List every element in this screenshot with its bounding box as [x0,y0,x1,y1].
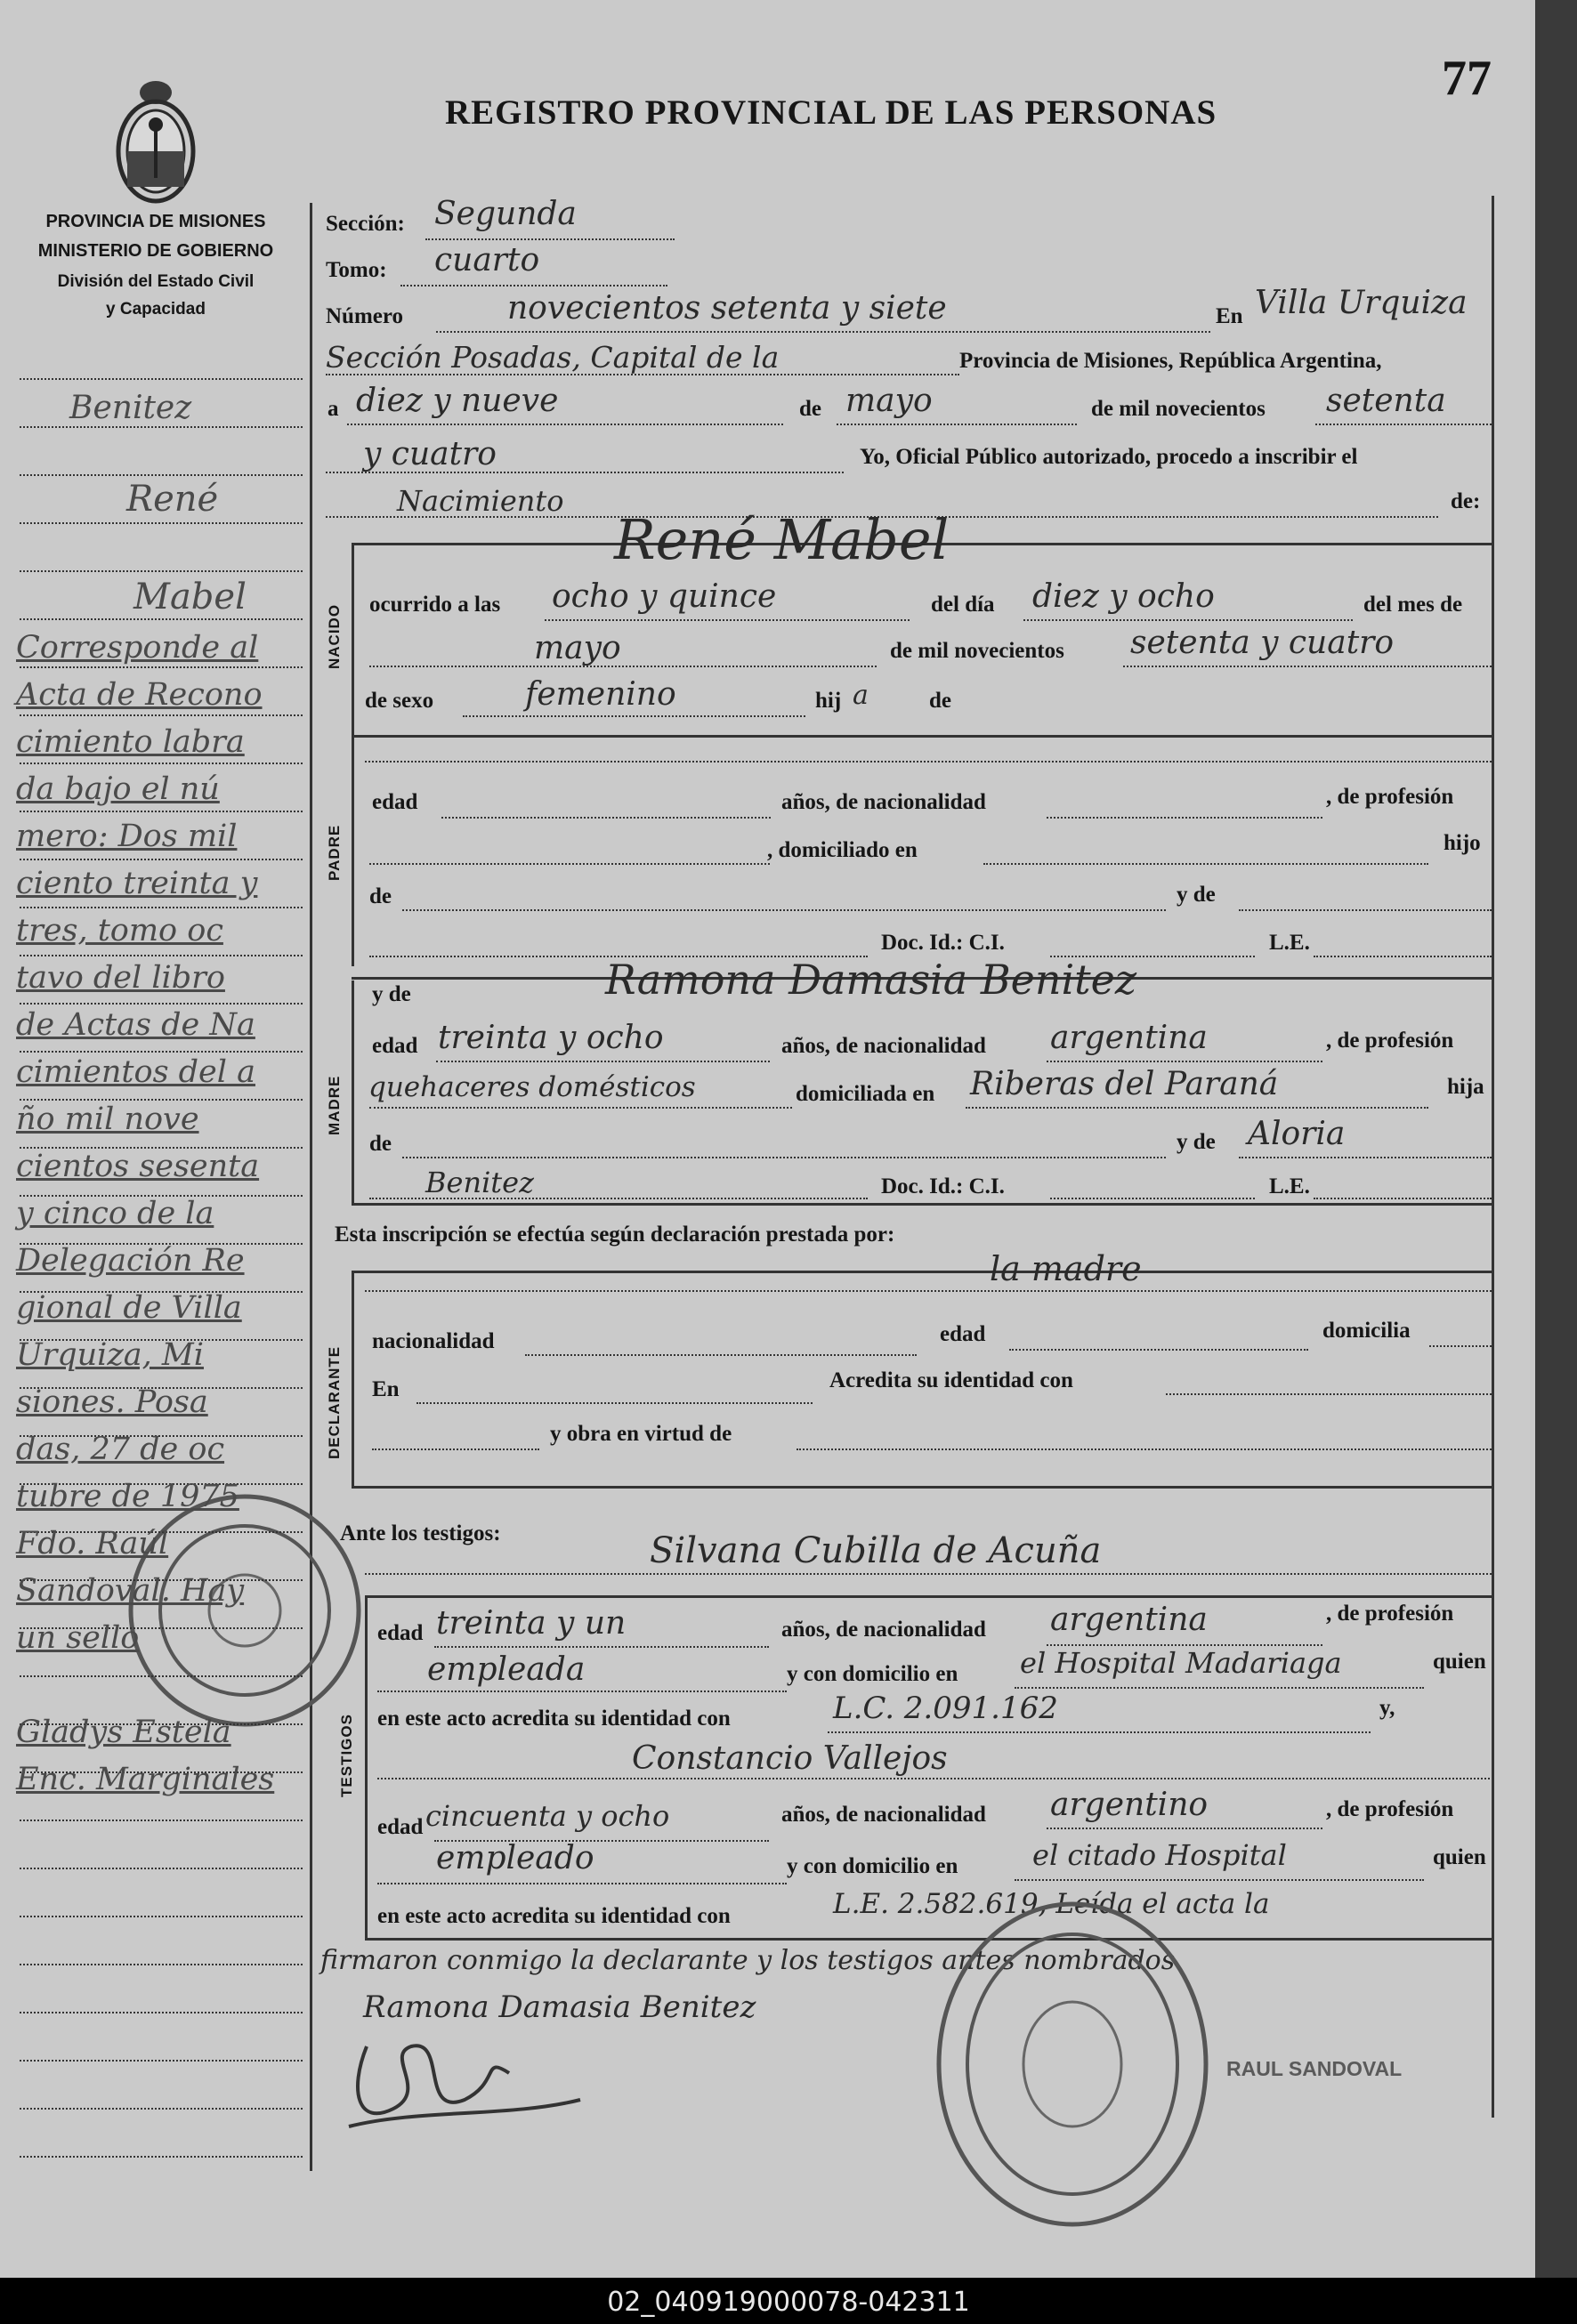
label-edad-madre: edad [372,1034,418,1058]
line-le-madre [1314,1198,1492,1199]
value-acto: Nacimiento [397,484,564,518]
section-divider-nacido [352,545,354,736]
margin-note-line: Corresponde al [16,630,259,666]
margin-seal-stamp [116,1481,374,1739]
margin-note-line: Enc. Marginales [16,1762,275,1797]
margin-note-line: siones. Posa [16,1384,208,1420]
margin-note-line: da bajo el nú [16,771,220,807]
label-anos-t1: años, de nacionalidad [781,1618,986,1642]
line-obra [797,1448,1492,1450]
label-del-mes: del mes de [1363,593,1463,617]
label-doc-padre: Doc. Id.: C.I. [881,931,1005,955]
label-edad-dec: edad [940,1322,986,1346]
margin-rule [20,474,303,476]
value-dia: diez y nueve [356,383,559,419]
margin-note-line: cimiento labra [16,724,245,760]
label-domiciliado: , domiciliado en [767,838,918,862]
margin-note-line: Urquiza, Mi [16,1337,204,1373]
margin-note-line: ciento treinta y [16,866,258,901]
label-edad-padre: edad [372,790,418,814]
value-en: Villa Urquiza [1255,285,1468,321]
value-madre-edad: treinta y ocho [438,1020,664,1056]
margin-rule [20,2012,303,2013]
value-mes-nac: mayo [534,630,621,666]
value-mes: mayo [845,383,933,419]
label-y-de-madre: y de [372,982,411,1006]
label-le-madre: L.E. [1269,1174,1310,1198]
line-dom-t2 [1015,1879,1424,1881]
line-hora [545,619,910,621]
label-doc-madre: Doc. Id.: C.I. [881,1174,1005,1198]
line-anio [1315,424,1492,425]
label-seccion: Sección: [326,212,405,236]
value-testigo2: Constancio Vallejos [632,1740,948,1777]
label-prof-padre: , de profesión [1326,785,1454,809]
margin-note-line: Fdo. Raúl [16,1526,169,1561]
label-de-mil-2: de mil novecientos [890,639,1064,663]
line-edad-madre [436,1061,770,1062]
rule-nacido-bottom [352,735,1492,738]
section-label-nacido: NACIDO [326,603,343,669]
section-label-padre: PADRE [326,824,343,881]
margin-rule [20,2060,303,2062]
line-dom-t1 [1015,1687,1424,1689]
margin-nombre2: Mabel [133,577,247,617]
value-t1-prof: empleada [427,1651,586,1688]
footer-bar [0,2278,1577,2324]
registry-seal-stamp [930,1886,1215,2242]
line-tomo [400,285,667,286]
margin-note-line: Gladys Estela [16,1715,231,1750]
label-en: En [1216,304,1243,328]
label-y-de-padre: y de [1177,883,1216,907]
label-tomo: Tomo: [326,258,387,282]
value-t1-doc: L.C. 2.091.162 [833,1691,1058,1726]
label-provincia: Provincia de Misiones, República Argentina, [959,349,1382,373]
label-acredita-dec: Acredita su identidad con [829,1368,1073,1392]
label-dom-t2: y con domicilio en [787,1854,958,1878]
label-acredita-t2: en este acto acredita su identidad con [377,1904,731,1928]
section-label-testigos: TESTIGOS [338,1714,355,1797]
value-anio-nac: setenta y cuatro [1130,625,1395,661]
margin-rule [20,811,303,812]
value-abuela-ap: Benitez [425,1166,534,1199]
line-seccion [425,238,675,240]
value-testigo1: Silvana Cubilla de Acuña [650,1530,1102,1571]
ministry-label: MINISTERIO DE GOBIERNO [37,241,274,261]
value-madre-nac: argentina [1050,1020,1208,1056]
label-numero: Número [326,304,404,328]
label-sexo: de sexo [365,689,434,713]
value-anio: setenta [1326,383,1446,419]
line-testigo2 [377,1778,1490,1779]
value-hora: ocho y quince [552,578,777,615]
margin-note-line: Sandoval. Hay [16,1573,245,1609]
left-column-divider [310,203,312,2171]
value-place: Sección Posadas, Capital de la [326,340,780,375]
label-le-padre: L.E. [1269,931,1310,955]
value-t1-dom: el Hospital Madariaga [1020,1646,1342,1680]
rule-testigos-top [365,1595,1492,1598]
margin-rule [20,1820,303,1821]
margin-note-line: de Actas de Na [16,1007,255,1043]
label-de-madre: de [369,1132,392,1156]
division-label: División del Estado Civil [57,272,255,291]
margin-note-line: cimientos del a [16,1054,255,1090]
coat-of-arms-emblem [111,78,200,205]
label-dom-t1: y con domicilio en [787,1662,958,1686]
line-testigo1 [365,1573,1492,1575]
section-divider-madre [352,980,354,1203]
label-domiciliada: domiciliada en [796,1082,935,1106]
line-nac-madre [1047,1061,1322,1062]
line-nac-padre [1047,817,1322,819]
label-a: a [328,397,339,421]
label-quien-t1: quien [1433,1650,1486,1674]
line-declarante [365,1290,1492,1292]
label-inscripcion: Esta inscripción se efectúa según declaración prestada por: [335,1223,895,1247]
line-prof-padre [369,863,770,865]
margin-rule [20,1675,303,1677]
label-y-comma: y, [1379,1696,1395,1720]
line-nac-dec [525,1354,917,1356]
margin-rule [20,714,303,716]
margin-rule [20,2108,303,2110]
margin-note-line: mero: Dos mil [16,819,238,854]
value-madre-nombre: Ramona Damasia Benitez [605,956,1137,1004]
division-label-2: y Capacidad [106,300,206,319]
label-del-dia: del día [931,593,995,617]
value-madre-prof: quehaceres domésticos [368,1071,696,1103]
margin-rule [20,570,303,572]
label-hijo: hijo [1444,831,1481,855]
value-t2-dom: el citado Hospital [1032,1838,1287,1872]
label-acredita-t1: en este acto acredita su identidad con [377,1707,731,1731]
line-abuelo-padre [402,909,1166,911]
label-de: de [799,397,821,421]
margin-note-line: Acta de Recono [16,677,263,713]
margin-rule [20,1099,303,1101]
value-t1-nac: argentina [1050,1602,1208,1638]
line-dom-madre [966,1107,1428,1109]
value-t1-edad: treinta y un [436,1605,627,1642]
margin-nombre1: René [126,479,219,520]
margin-note-line: gional de Villa [16,1290,242,1326]
label-quien-t2: quien [1433,1845,1486,1869]
line-domicilia [1429,1345,1492,1347]
line-edad-padre [441,817,771,819]
margin-note-line: y cinco de la [16,1196,214,1231]
line-anio-cont [326,472,844,473]
line-anio-nac [1123,666,1492,667]
value-seccion: Segunda [434,196,577,232]
value-tomo: cuarto [434,242,540,278]
line-numero [436,331,1210,333]
line-abuela-padre [1239,909,1492,911]
section-label-madre: MADRE [326,1075,343,1135]
line-en-dec [416,1402,813,1404]
line-abuelo-madre [402,1157,1166,1158]
line-doc-t1 [828,1731,1371,1733]
margin-rule [20,955,303,956]
signature-madre: Ramona Damasia Benitez [363,1989,756,2025]
page-number: 77 [1442,51,1492,106]
label-obra: y obra en virtud de [550,1422,732,1446]
label-prof-t1: , de profesión [1326,1602,1454,1626]
label-de-padre: de [369,884,392,908]
line-sexo [463,715,805,717]
margin-note-line: Delegación Re [16,1243,245,1279]
line-prof-t1 [377,1691,787,1692]
margin-note-line: un sello [16,1620,140,1656]
rule-declarante-bottom [352,1486,1492,1489]
margin-rule [20,1916,303,1917]
margin-rule [20,1964,303,1965]
value-t2-prof: empleado [436,1840,594,1876]
page-edge [1535,0,1577,2278]
margin-rule [20,522,303,524]
value-abuela: Aloria [1248,1116,1346,1152]
value-t2-doc: L.E. 2.582.619, Leída el acta la [833,1888,1270,1920]
right-border [1492,196,1494,2118]
margin-note-line: tavo del libro [16,960,225,996]
margin-note-line: das, 27 de oc [16,1432,225,1467]
line-place [326,374,959,375]
value-cierre: firmaron conmigo la declarante y los testigos antes nombrados [320,1945,1176,1976]
line-nac-t2 [1047,1828,1322,1829]
label-anos-t2: años, de nacionalidad [781,1803,986,1827]
line-dom-padre [983,863,1428,865]
margin-rule [20,1003,303,1005]
section-divider-declarante [352,1272,354,1486]
label-y-de-abuela: y de [1177,1130,1216,1154]
label-ante-testigos: Ante los testigos: [340,1521,501,1545]
line-prof-t2 [377,1883,787,1884]
value-anio-cont: y cuatro [363,436,497,472]
label-anos-padre: años, de nacionalidad [781,790,986,814]
line-acredita-dec [1166,1393,1492,1395]
line-dia-nac [1023,619,1353,621]
value-hija-suffix: a [853,680,869,711]
rule-declarante-top [352,1271,1492,1273]
margin-rule [20,907,303,908]
value-sexo: femenino [525,676,676,713]
label-ocurrido: ocurrido a las [369,593,501,617]
margin-apellido: Benitez [69,390,192,426]
margin-rule [20,666,303,668]
province-label: PROVINCIA DE MISIONES [45,212,266,231]
value-madre-dom: Riberas del Paraná [970,1066,1279,1102]
line-le-padre [1314,956,1492,957]
value-nombre: René Mabel [614,507,950,572]
rule-madre-bottom [352,1203,1492,1206]
margin-note-line: cientos sesenta [16,1149,260,1184]
margin-note-line: tres, tomo oc [16,913,223,948]
margin-rule [20,426,303,428]
section-label-declarante: DECLARANTE [326,1345,343,1459]
label-anos-madre: años, de nacionalidad [781,1034,986,1058]
line-nacido-extra [365,761,1492,763]
line-abuela-madre [1239,1157,1492,1158]
label-hija: hija [1447,1075,1484,1099]
margin-note-line: tubre de 1975 [16,1479,239,1514]
margin-rule [20,763,303,764]
official-signature [331,2020,598,2144]
label-edad-t2: edad [377,1815,424,1839]
line-doc-madre [1050,1198,1255,1199]
label-de-colon: de: [1451,489,1481,513]
footer-code: 02_040919000078-042311 [607,2287,970,2318]
value-t2-edad: cincuenta y ocho [425,1799,670,1833]
value-t2-nac: argentino [1050,1787,1209,1823]
label-de-mil: de mil novecientos [1091,397,1266,421]
margin-rule [20,618,303,620]
section-divider-padre [352,737,354,966]
line-prof-madre [369,1107,792,1109]
margin-rule [20,1868,303,1869]
label-prof-madre: , de profesión [1326,1029,1454,1053]
value-numero: novecientos setenta y siete [507,290,947,327]
page-title: REGISTRO PROVINCIAL DE LAS PERSONAS [445,93,1217,132]
label-hij: hij [815,689,842,713]
label-prof-t2: , de profesión [1326,1797,1454,1821]
line-edad-t1 [434,1646,769,1648]
label-nacionalidad-dec: nacionalidad [372,1329,495,1353]
label-en-dec: En [372,1377,400,1401]
line-ap-madre [369,1198,868,1199]
stamp-name-sandoval: RAUL SANDOVAL [1226,2057,1403,2080]
margin-rule [20,1051,303,1053]
line-edad-dec [1009,1349,1308,1351]
line-mes-nac [369,666,877,667]
label-domicilia: domicilia [1322,1319,1411,1343]
value-dia-nac: diez y ocho [1032,578,1215,615]
label-de-sexo-end: de [929,689,951,713]
line-obra-pre [372,1448,539,1450]
margin-rule [20,859,303,860]
line-mes [837,424,1077,425]
label-yo: Yo, Oficial Público autorizado, procedo a inscribir el [860,445,1358,469]
margin-note-line: ño mil nove [16,1101,199,1137]
label-edad-t1: edad [377,1621,424,1645]
value-declarante: la madre [990,1249,1142,1288]
margin-rule [20,378,303,380]
margin-rule [20,2156,303,2158]
rule-testigos-bottom [365,1938,1492,1941]
line-dia [347,424,783,425]
